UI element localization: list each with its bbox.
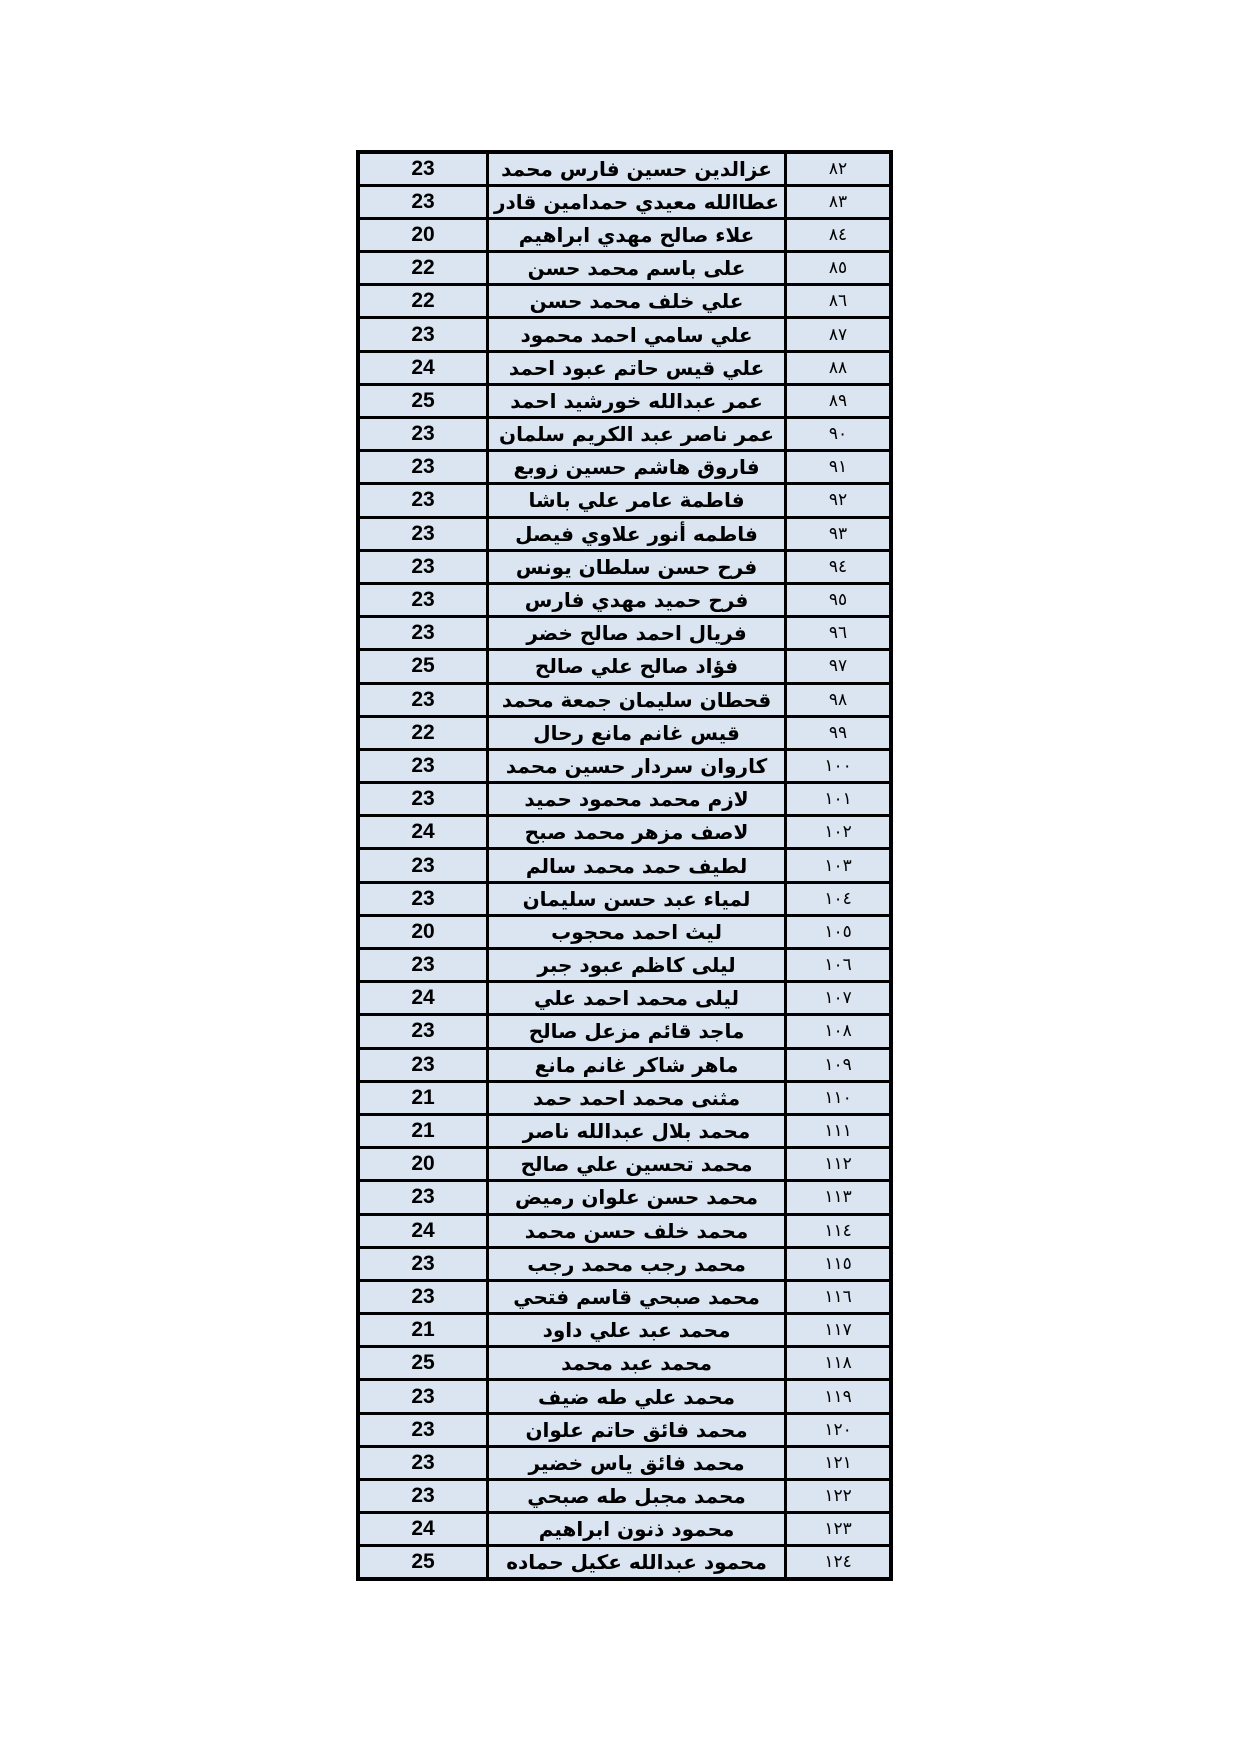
name-cell: فؤاد صالح علي صالح bbox=[487, 650, 785, 683]
name-cell: لمياء عبد حسن سليمان bbox=[487, 882, 785, 915]
score-cell: 23 bbox=[358, 1413, 487, 1446]
score-cell: 23 bbox=[358, 185, 487, 218]
score-cell: 23 bbox=[358, 783, 487, 816]
number-cell: ٩٢ bbox=[786, 484, 891, 517]
name-cell: محمد خلف حسن محمد bbox=[487, 1214, 785, 1247]
score-cell: 22 bbox=[358, 716, 487, 749]
score-cell: 25 bbox=[358, 650, 487, 683]
table-row bbox=[358, 749, 891, 782]
name-cell: ماجد قائم مزعل صالح bbox=[487, 1015, 785, 1048]
score-cell: 23 bbox=[358, 152, 487, 185]
name-cell: ليلى محمد احمد علي bbox=[487, 982, 785, 1015]
number-cell: ٩٤ bbox=[786, 550, 891, 583]
score-cell: 24 bbox=[358, 351, 487, 384]
name-cell: كاروان سردار حسين محمد bbox=[487, 749, 785, 782]
score-cell: 23 bbox=[358, 484, 487, 517]
table-row bbox=[358, 583, 891, 616]
score-cell: 21 bbox=[358, 1314, 487, 1347]
number-cell: ١١٦ bbox=[786, 1280, 891, 1313]
name-cell: علي سامي احمد محمود bbox=[487, 318, 785, 351]
score-cell: 23 bbox=[358, 550, 487, 583]
table-row bbox=[358, 1347, 891, 1380]
table-row bbox=[358, 152, 891, 185]
number-cell: ١٠٢ bbox=[786, 816, 891, 849]
score-cell: 23 bbox=[358, 617, 487, 650]
table-row bbox=[358, 915, 891, 948]
score-cell: 21 bbox=[358, 1081, 487, 1114]
score-cell: 23 bbox=[358, 1480, 487, 1513]
score-cell: 23 bbox=[358, 949, 487, 982]
score-cell: 25 bbox=[358, 1546, 487, 1579]
name-cell: فرح حميد مهدي فارس bbox=[487, 583, 785, 616]
score-cell: 23 bbox=[358, 1380, 487, 1413]
number-cell: ١٠٠ bbox=[786, 749, 891, 782]
number-cell: ٩٨ bbox=[786, 683, 891, 716]
number-cell: ١٠٨ bbox=[786, 1015, 891, 1048]
table-row bbox=[358, 1081, 891, 1114]
score-cell: 24 bbox=[358, 1513, 487, 1546]
score-cell: 23 bbox=[358, 882, 487, 915]
table-row bbox=[358, 1446, 891, 1479]
number-cell: ١١٤ bbox=[786, 1214, 891, 1247]
table-row bbox=[358, 285, 891, 318]
table-row bbox=[358, 1546, 891, 1579]
name-cell: محمد فائق ياس خضير bbox=[487, 1446, 785, 1479]
name-cell: ليلى كاظم عبود جبر bbox=[487, 949, 785, 982]
score-cell: 25 bbox=[358, 384, 487, 417]
number-cell: ١٠١ bbox=[786, 783, 891, 816]
name-cell: ماهر شاكر غانم مانع bbox=[487, 1048, 785, 1081]
table-row bbox=[358, 451, 891, 484]
score-cell: 23 bbox=[358, 318, 487, 351]
name-cell: ليث احمد محجوب bbox=[487, 915, 785, 948]
number-cell: ٨٨ bbox=[786, 351, 891, 384]
table-row bbox=[358, 1214, 891, 1247]
table-row bbox=[358, 1513, 891, 1546]
name-cell: لطيف حمد محمد سالم bbox=[487, 849, 785, 882]
table-row bbox=[358, 484, 891, 517]
table-row bbox=[358, 1280, 891, 1313]
score-cell: 23 bbox=[358, 1247, 487, 1280]
name-cell: محمد علي طه ضيف bbox=[487, 1380, 785, 1413]
table-row bbox=[358, 1114, 891, 1147]
table-row bbox=[358, 252, 891, 285]
name-cell: محمد مجبل طه صبحي bbox=[487, 1480, 785, 1513]
name-cell: محمد صبحي قاسم فتحي bbox=[487, 1280, 785, 1313]
name-cell: فاطمه أنور علاوي فيصل bbox=[487, 517, 785, 550]
number-cell: ١١٩ bbox=[786, 1380, 891, 1413]
name-cell: علاء صالح مهدي ابراهيم bbox=[487, 218, 785, 251]
number-cell: ٩٩ bbox=[786, 716, 891, 749]
table-row bbox=[358, 1048, 891, 1081]
name-cell: فاطمة عامر علي باشا bbox=[487, 484, 785, 517]
number-cell: ٨٢ bbox=[786, 152, 891, 185]
score-cell: 23 bbox=[358, 683, 487, 716]
name-cell: على باسم محمد حسن bbox=[487, 252, 785, 285]
number-cell: ١٠٤ bbox=[786, 882, 891, 915]
name-cell: عزالدين حسين فارس محمد bbox=[487, 152, 785, 185]
number-cell: ١١٢ bbox=[786, 1148, 891, 1181]
name-cell: فاروق هاشم حسين زوبع bbox=[487, 451, 785, 484]
table-row bbox=[358, 816, 891, 849]
name-cell: عمر ناصر عبد الكريم سلمان bbox=[487, 418, 785, 451]
number-cell: ١٠٦ bbox=[786, 949, 891, 982]
score-cell: 24 bbox=[358, 816, 487, 849]
score-cell: 24 bbox=[358, 1214, 487, 1247]
table-row bbox=[358, 683, 891, 716]
name-cell: محمد بلال عبدالله ناصر bbox=[487, 1114, 785, 1147]
score-cell: 23 bbox=[358, 451, 487, 484]
name-cell: محمود ذنون ابراهيم bbox=[487, 1513, 785, 1546]
name-cell: محمد فائق حاتم علوان bbox=[487, 1413, 785, 1446]
score-cell: 20 bbox=[358, 1148, 487, 1181]
score-cell: 23 bbox=[358, 1048, 487, 1081]
number-cell: ١٢٣ bbox=[786, 1513, 891, 1546]
table-row bbox=[358, 550, 891, 583]
number-cell: ١٠٩ bbox=[786, 1048, 891, 1081]
table-row bbox=[358, 1148, 891, 1181]
score-cell: 22 bbox=[358, 252, 487, 285]
name-cell: فريال احمد صالح خضر bbox=[487, 617, 785, 650]
score-cell: 20 bbox=[358, 915, 487, 948]
number-cell: ٨٩ bbox=[786, 384, 891, 417]
number-cell: ٩٦ bbox=[786, 617, 891, 650]
score-cell: 20 bbox=[358, 218, 487, 251]
score-cell: 23 bbox=[358, 418, 487, 451]
table-row bbox=[358, 1413, 891, 1446]
table-row bbox=[358, 949, 891, 982]
table-row bbox=[358, 716, 891, 749]
score-cell: 23 bbox=[358, 749, 487, 782]
name-cell: علي خلف محمد حسن bbox=[487, 285, 785, 318]
number-cell: ١١٥ bbox=[786, 1247, 891, 1280]
name-cell: عمر عبدالله خورشيد احمد bbox=[487, 384, 785, 417]
table-row bbox=[358, 982, 891, 1015]
number-cell: ٨٣ bbox=[786, 185, 891, 218]
table-row bbox=[358, 849, 891, 882]
table-row bbox=[358, 783, 891, 816]
table-row bbox=[358, 418, 891, 451]
number-cell: ٨٤ bbox=[786, 218, 891, 251]
name-cell: محمود عبدالله عكيل حماده bbox=[487, 1546, 785, 1579]
name-cell: لاصف مزهر محمد صبح bbox=[487, 816, 785, 849]
number-cell: ٩٧ bbox=[786, 650, 891, 683]
number-cell: ١٠٧ bbox=[786, 982, 891, 1015]
name-cell: فرح حسن سلطان يونس bbox=[487, 550, 785, 583]
table-row bbox=[358, 650, 891, 683]
score-cell: 23 bbox=[358, 1280, 487, 1313]
table-row bbox=[358, 1181, 891, 1214]
number-cell: ٩١ bbox=[786, 451, 891, 484]
score-cell: 23 bbox=[358, 1181, 487, 1214]
name-cell: محمد عبد علي داود bbox=[487, 1314, 785, 1347]
table-row bbox=[358, 351, 891, 384]
name-cell: عطاالله معيدي حمدامين قادر bbox=[487, 185, 785, 218]
score-cell: 23 bbox=[358, 1446, 487, 1479]
table-row bbox=[358, 1380, 891, 1413]
table-row bbox=[358, 218, 891, 251]
number-cell: ١٠٥ bbox=[786, 915, 891, 948]
number-cell: ١٢٢ bbox=[786, 1480, 891, 1513]
score-cell: 23 bbox=[358, 1015, 487, 1048]
number-cell: ١٢٠ bbox=[786, 1413, 891, 1446]
name-cell: محمد رجب محمد رجب bbox=[487, 1247, 785, 1280]
results-table bbox=[356, 150, 893, 1581]
score-cell: 25 bbox=[358, 1347, 487, 1380]
name-cell: لازم محمد محمود حميد bbox=[487, 783, 785, 816]
table-row bbox=[358, 318, 891, 351]
number-cell: ١١٨ bbox=[786, 1347, 891, 1380]
score-cell: 23 bbox=[358, 517, 487, 550]
number-cell: ١٢١ bbox=[786, 1446, 891, 1479]
number-cell: ٨٥ bbox=[786, 252, 891, 285]
number-cell: ٩٥ bbox=[786, 583, 891, 616]
score-cell: 23 bbox=[358, 849, 487, 882]
name-cell: مثنى محمد احمد حمد bbox=[487, 1081, 785, 1114]
number-cell: ١٠٣ bbox=[786, 849, 891, 882]
score-cell: 23 bbox=[358, 583, 487, 616]
table-row bbox=[358, 1015, 891, 1048]
number-cell: ١١٧ bbox=[786, 1314, 891, 1347]
table-row bbox=[358, 517, 891, 550]
name-cell: محمد حسن علوان رميض bbox=[487, 1181, 785, 1214]
name-cell: علي قيس حاتم عبود احمد bbox=[487, 351, 785, 384]
table-row bbox=[358, 384, 891, 417]
number-cell: ٨٦ bbox=[786, 285, 891, 318]
number-cell: ٨٧ bbox=[786, 318, 891, 351]
number-cell: ٩٠ bbox=[786, 418, 891, 451]
number-cell: ١١١ bbox=[786, 1114, 891, 1147]
number-cell: ٩٣ bbox=[786, 517, 891, 550]
name-cell: محمد عبد محمد bbox=[487, 1347, 785, 1380]
table-row bbox=[358, 1314, 891, 1347]
score-cell: 21 bbox=[358, 1114, 487, 1147]
score-cell: 24 bbox=[358, 982, 487, 1015]
score-cell: 22 bbox=[358, 285, 487, 318]
name-cell: محمد تحسين علي صالح bbox=[487, 1148, 785, 1181]
name-cell: قيس غانم مانع رحال bbox=[487, 716, 785, 749]
table-row bbox=[358, 1247, 891, 1280]
name-cell: قحطان سليمان جمعة محمد bbox=[487, 683, 785, 716]
results-table-body bbox=[358, 152, 891, 1579]
table-row bbox=[358, 617, 891, 650]
table-row bbox=[358, 1480, 891, 1513]
number-cell: ١٢٤ bbox=[786, 1546, 891, 1579]
number-cell: ١١٣ bbox=[786, 1181, 891, 1214]
table-row bbox=[358, 185, 891, 218]
table-row bbox=[358, 882, 891, 915]
number-cell: ١١٠ bbox=[786, 1081, 891, 1114]
